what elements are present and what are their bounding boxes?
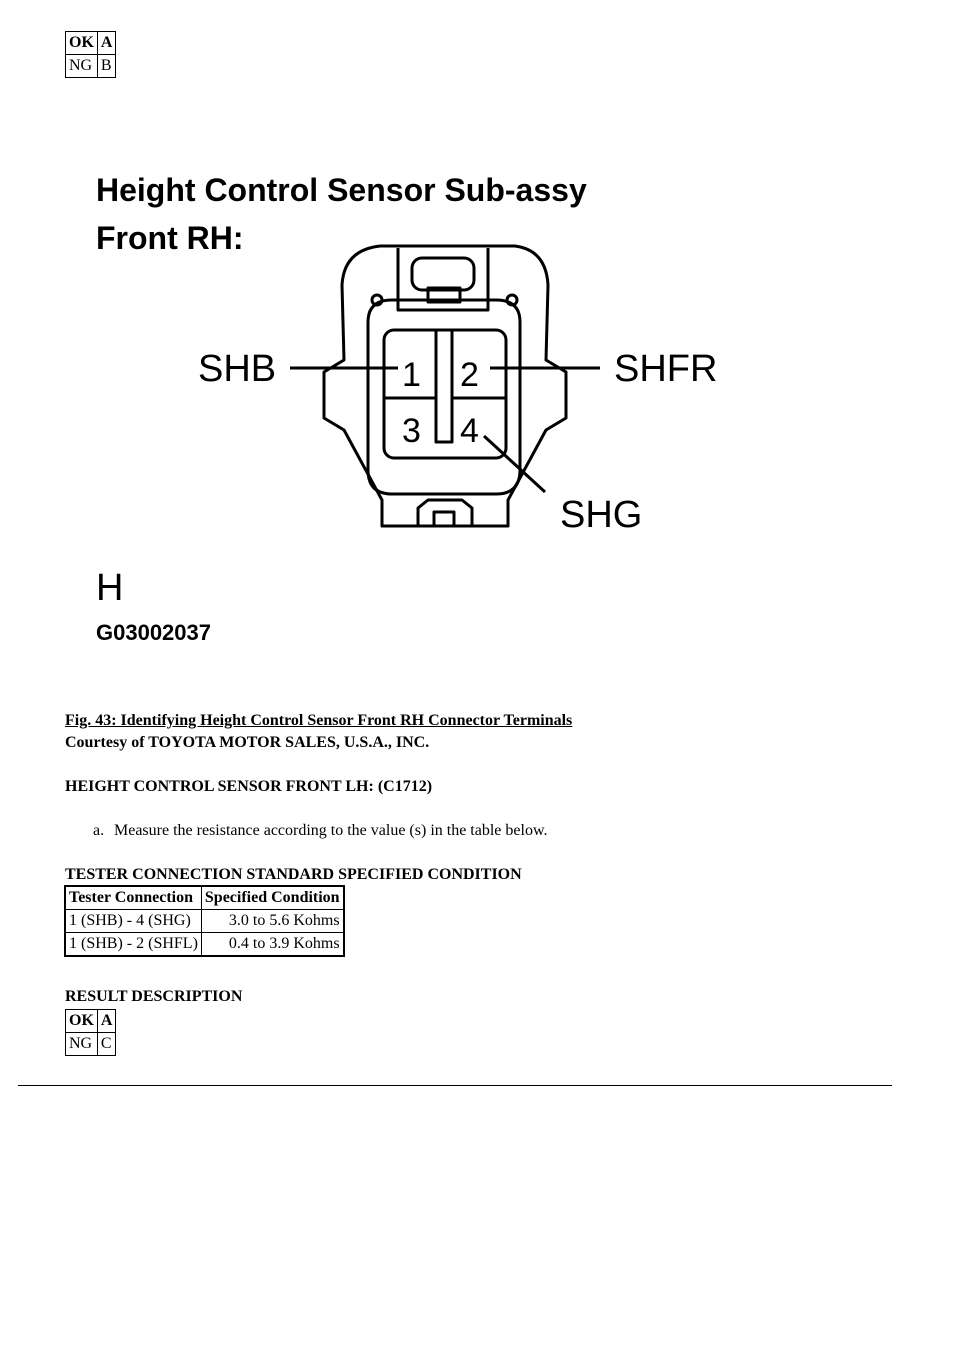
tester-connection-cell: 1 (SHB) - 2 (SHFL)	[65, 933, 201, 957]
proceed-cell: C	[97, 1033, 116, 1056]
shg-leader-line	[484, 436, 545, 492]
mount-hole-left	[372, 295, 382, 305]
figure-title-line1: Height Control Sensor Sub-assy	[96, 172, 587, 208]
mount-hole-right	[507, 295, 517, 305]
spec-table-label: TESTER CONNECTION STANDARD SPECIFIED CONDITION	[65, 866, 522, 883]
step-text: Measure the resistance according to the value (s) in the table below.	[114, 822, 548, 839]
proceed-cell: B	[97, 55, 116, 78]
shfr-label: SHFR	[614, 348, 718, 390]
table-row	[65, 910, 344, 933]
column-header: Tester Connection	[65, 886, 201, 910]
result-cell: OK	[66, 1010, 98, 1033]
column-header: Specified Condition	[201, 886, 343, 910]
table-row	[66, 1010, 116, 1033]
figure-title-line2: Front RH:	[96, 220, 244, 256]
shb-label: SHB	[198, 348, 277, 390]
table-row	[66, 1033, 116, 1056]
pin-label: 2	[460, 356, 479, 394]
courtesy-line: Courtesy of TOYOTA MOTOR SALES, U.S.A., INC.	[65, 734, 430, 751]
specified-condition-cell: 0.4 to 3.9 Kohms	[201, 933, 343, 957]
table-row	[65, 933, 344, 957]
spec-table	[64, 885, 345, 957]
figure-caption: Fig. 43: Identifying Height Control Sensor Front RH Connector Terminals	[65, 712, 573, 729]
latch-tab	[412, 258, 474, 290]
result-description-label: RESULT DESCRIPTION	[65, 988, 243, 1005]
tester-connection-cell: 1 (SHB) - 4 (SHG)	[65, 910, 201, 933]
pin-label: 1	[402, 356, 421, 394]
step-marker: a.	[93, 822, 105, 839]
view-letter: H	[96, 567, 124, 609]
result-cell: NG	[66, 55, 98, 78]
table-header-row	[65, 886, 344, 910]
footer-rule	[18, 1085, 892, 1086]
bottom-key-slot	[434, 512, 454, 526]
center-divider	[436, 330, 452, 442]
proceed-cell: A	[97, 1010, 116, 1033]
section-heading: HEIGHT CONTROL SENSOR FRONT LH: (C1712)	[65, 778, 433, 795]
figure-code: G03002037	[96, 620, 211, 645]
proceed-cell: A	[97, 32, 116, 55]
result-cell: NG	[66, 1033, 98, 1056]
shg-label: SHG	[560, 494, 643, 536]
result-cell: OK	[66, 32, 98, 55]
pin-label: 4	[460, 412, 479, 450]
pin-label: 3	[402, 412, 421, 450]
specified-condition-cell: 3.0 to 5.6 Kohms	[201, 910, 343, 933]
bottom-result-table	[65, 1009, 116, 1056]
